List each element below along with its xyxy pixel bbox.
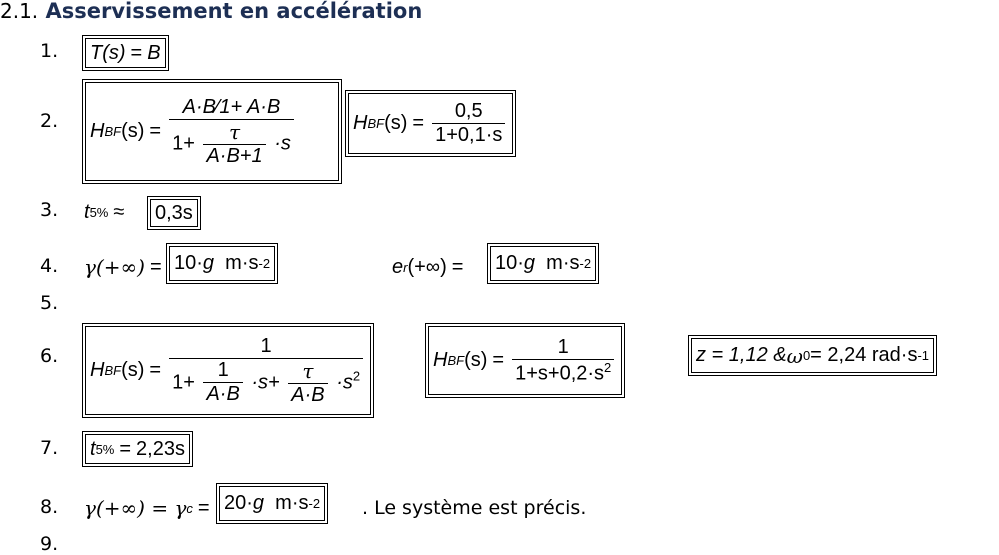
time-symbol: t bbox=[84, 200, 90, 223]
den-one: 1+ bbox=[172, 131, 195, 154]
equals-sign: = bbox=[119, 437, 132, 460]
tau-fraction bbox=[203, 120, 265, 168]
fraction-denominator bbox=[169, 358, 363, 407]
h-subscript: BF bbox=[447, 353, 465, 368]
numeric-numerator: 1 bbox=[557, 335, 569, 358]
equals-sign: = bbox=[149, 120, 162, 142]
item-number-3: 3. bbox=[40, 199, 59, 221]
unit: m·s bbox=[546, 252, 580, 274]
h-symbol: H bbox=[353, 112, 368, 134]
numeric-fraction bbox=[512, 336, 614, 386]
equals-sign: = bbox=[492, 349, 505, 371]
damping-ratio: z = 1,12 & bbox=[696, 344, 787, 366]
response-time-value: 0,3s bbox=[155, 201, 193, 224]
item-number-7: 7. bbox=[40, 437, 59, 459]
item-number-5: 5. bbox=[40, 292, 59, 314]
equation-4a bbox=[84, 252, 167, 282]
numeric-numerator: 0,5 bbox=[454, 100, 483, 122]
time-subscript: 5% bbox=[95, 441, 115, 457]
fraction-numerator: A·B⁄1+ A·B bbox=[182, 95, 281, 118]
item-number-6: 6. bbox=[40, 345, 59, 367]
equals-sign: = bbox=[451, 255, 464, 278]
closed-loop-fraction bbox=[169, 96, 294, 168]
time-subscript: 5% bbox=[89, 204, 109, 220]
gain-value: B bbox=[147, 41, 161, 64]
answer-box-6c bbox=[691, 338, 934, 373]
answer-box-6b bbox=[428, 326, 622, 395]
unit: m·s bbox=[275, 492, 309, 514]
h-subscript: BF bbox=[104, 124, 122, 139]
unit-exponent: -2 bbox=[308, 496, 321, 511]
tau-denominator: A·B+1 bbox=[203, 144, 265, 168]
answer-box-8 bbox=[219, 486, 325, 521]
h-argument: (s) bbox=[464, 349, 488, 371]
inner-fraction-1 bbox=[203, 359, 242, 406]
h-symbol: H bbox=[90, 120, 105, 142]
gamma-expression: γ(+∞) = γ bbox=[84, 496, 187, 520]
numerator-denominator: 1+ A·B bbox=[219, 95, 281, 118]
den-exponent: 2 bbox=[352, 368, 361, 384]
item-number-1: 1. bbox=[40, 40, 59, 62]
item-number-2: 2. bbox=[40, 110, 59, 132]
time-symbol: t bbox=[90, 437, 96, 460]
equals-sign: = bbox=[412, 112, 425, 134]
answer-box-2b bbox=[348, 93, 513, 154]
section-number: 2.1. bbox=[0, 0, 39, 23]
answer-box-6a bbox=[85, 326, 371, 415]
conclusion-text: . Le système est précis. bbox=[362, 497, 587, 519]
answer-box-4b bbox=[490, 246, 596, 281]
fraction-numerator: 1 bbox=[260, 334, 272, 357]
equals-sign: = bbox=[149, 359, 162, 381]
unit: m·s bbox=[225, 252, 259, 274]
numeric-denominator: 1+0,1·s bbox=[432, 123, 505, 147]
tau-symbol: τ bbox=[229, 119, 241, 144]
approx-sign: ≈ bbox=[113, 200, 125, 223]
answer-box-4a bbox=[169, 246, 275, 281]
error-value: 10· bbox=[495, 252, 524, 274]
error-subscript: r bbox=[403, 259, 408, 275]
section-title: Asservissement en accélération bbox=[45, 0, 423, 23]
unit-exponent: -2 bbox=[258, 256, 271, 271]
h-symbol: H bbox=[433, 349, 448, 371]
accel-value: 20· bbox=[224, 492, 253, 514]
h-argument: (s) bbox=[384, 112, 408, 134]
g-symbol: g bbox=[252, 492, 265, 514]
equals-sign: = bbox=[197, 496, 210, 519]
g-symbol: g bbox=[523, 252, 536, 274]
fraction-denominator bbox=[169, 119, 294, 168]
h-symbol: H bbox=[90, 359, 105, 381]
den-end: ·s bbox=[336, 370, 353, 393]
unit-exponent: -2 bbox=[579, 256, 592, 271]
h-subscript: BF bbox=[104, 363, 122, 378]
g-symbol: g bbox=[202, 252, 215, 274]
gamma-subscript: c bbox=[186, 500, 193, 516]
denominator-text: 1+s+0,2·s bbox=[515, 362, 605, 385]
equals-sign: = bbox=[149, 255, 162, 278]
inner-numerator-1: 1 bbox=[217, 359, 229, 381]
gamma-infinity: γ(+∞) bbox=[84, 255, 145, 279]
answer-box-1 bbox=[85, 38, 166, 68]
error-argument: (+∞) bbox=[407, 255, 447, 278]
inner-denominator-1: A·B bbox=[203, 382, 242, 406]
natural-frequency: = 2,24 rad·s bbox=[810, 344, 918, 366]
transfer-function: T(s) bbox=[90, 41, 126, 64]
omega-subscript: 0 bbox=[802, 348, 811, 363]
den-s: ·s bbox=[274, 131, 291, 154]
den-one: 1+ bbox=[172, 370, 195, 393]
h-argument: (s) bbox=[121, 359, 145, 381]
frequency-exponent: -1 bbox=[917, 348, 930, 363]
section-heading bbox=[0, 0, 422, 23]
omega-symbol: ω bbox=[786, 343, 803, 368]
equals-sign: = bbox=[130, 41, 143, 64]
item-number-8: 8. bbox=[40, 496, 59, 518]
h-subscript: BF bbox=[367, 116, 385, 131]
equation-8 bbox=[84, 493, 215, 523]
inner-denominator-2: A·B bbox=[288, 383, 327, 407]
den-middle: ·s+ bbox=[251, 370, 280, 393]
numerator-ab: A·B bbox=[182, 95, 216, 118]
error-symbol: e bbox=[392, 255, 404, 278]
numeric-fraction bbox=[432, 100, 505, 147]
answer-box-7 bbox=[85, 434, 190, 464]
tau-symbol: τ bbox=[302, 358, 314, 383]
response-time-value: 2,23s bbox=[136, 437, 185, 460]
denominator-exponent: 2 bbox=[604, 359, 612, 375]
h-argument: (s) bbox=[121, 120, 145, 142]
equation-3 bbox=[84, 197, 129, 227]
numeric-denominator bbox=[512, 359, 614, 386]
item-number-4: 4. bbox=[40, 255, 59, 277]
equation-4b bbox=[392, 252, 468, 282]
answer-box-2a bbox=[85, 82, 339, 181]
item-number-9: 9. bbox=[40, 533, 59, 555]
second-order-fraction bbox=[169, 335, 363, 407]
inner-fraction-2 bbox=[288, 359, 327, 407]
accel-value: 10· bbox=[174, 252, 203, 274]
answer-box-3 bbox=[150, 199, 198, 227]
